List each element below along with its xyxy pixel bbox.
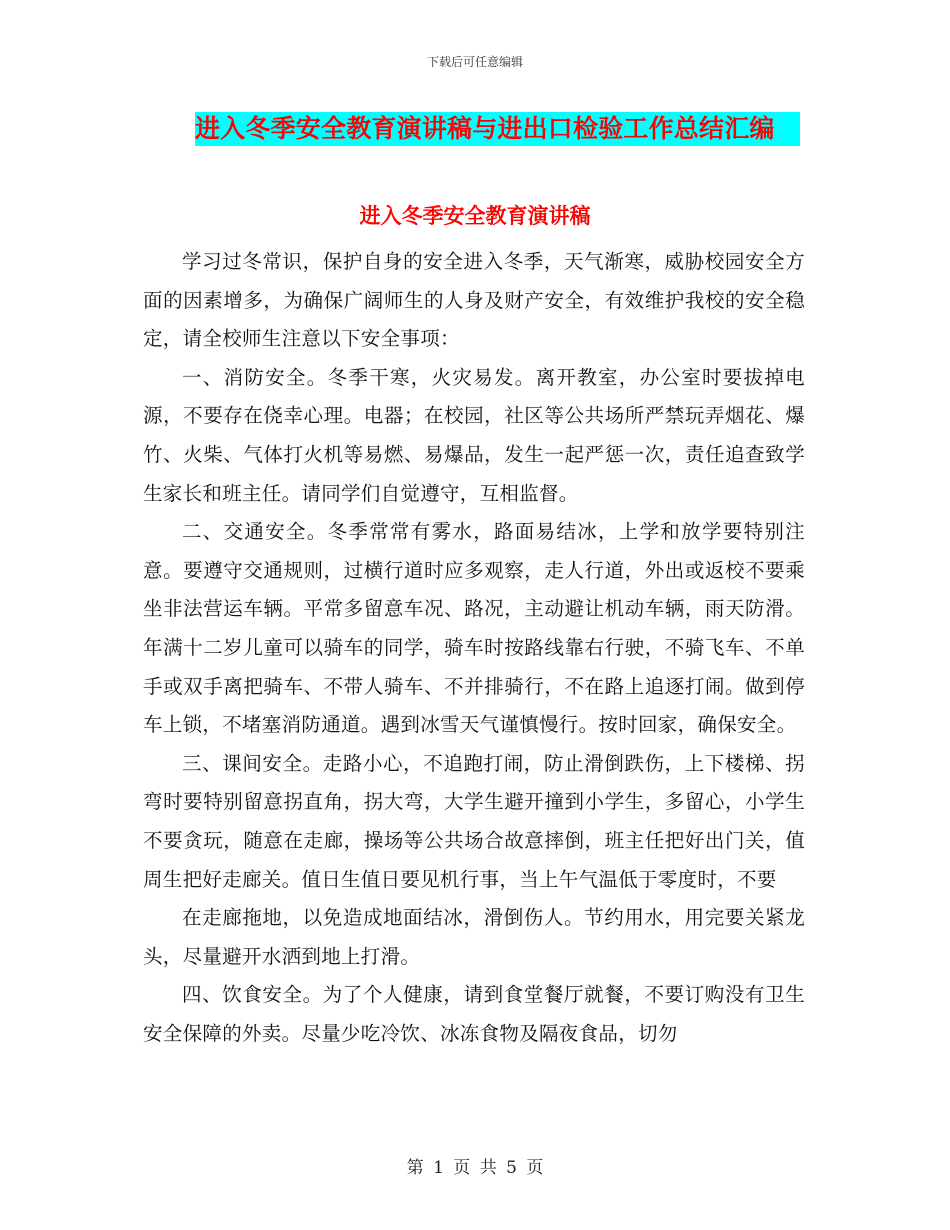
paragraph-traffic-safety: 二、交通安全。冬季常常有雾水，路面易结冰，上学和放学要特别注意。要遵守交通规则，过横行道时应多观察，走人行道，外出或返校不要乘坐非法营运车辆。平常多留意车况、路况，主动避让机动车辆，雨天防滑。年满十二岁儿童可以骑车的同学，骑车时按路线靠右行驶，不骑飞车、不单手或双手离把骑车、不带人骑车、不并排骑行，不在路上追逐打闹。做到停车上锁，不堵塞消防通道。遇到冰雪天气谨慎慢行。按时回家，确保安全。 bbox=[143, 520, 805, 737]
paragraph-break-safety-continued: 在走廊拖地，以免造成地面结冰，滑倒伤人。节约用水，用完要关紧龙头，尽量避开水洒到地上打滑。 bbox=[143, 906, 805, 968]
paragraph-food-safety: 四、饮食安全。为了个人健康，请到食堂餐厅就餐，不要订购没有卫生安全保障的外卖。尽量少吃冷饮、冰冻食物及隔夜食品，切勿 bbox=[143, 983, 805, 1045]
paragraph-break-safety: 三、课间安全。走路小心，不追跑打闹，防止滑倒跌伤，上下楼梯、拐弯时要特别留意拐直角，拐大弯，大学生避开撞到小学生，多留心，小学生不要贪玩，随意在走廊，操场等公共场合故意摔倒，班主任把好出门关，值周生把好走廊关。值日生值日要见机行事，当上午气温低于零度时，不要 bbox=[143, 751, 805, 891]
page-footer: 第 1 页 共 5 页 bbox=[406, 1158, 544, 1178]
document-title: 进入冬季安全教育演讲稿与进出口检验工作总结汇编 bbox=[195, 112, 800, 146]
header-note: 下载后可任意编辑 bbox=[426, 55, 523, 69]
paragraph-intro: 学习过冬常识，保护自身的安全进入冬季，天气渐寒，威胁校园安全方面的因素增多，为确保广阔师生的人身及财产安全，有效维护我校的安全稳定，请全校师生注意以下安全事项： bbox=[143, 250, 805, 351]
paragraph-fire-safety: 一、消防安全。冬季干寒，火灾易发。离开教室，办公室时要拔掉电源，不要存在侥幸心理。电器；在校园，社区等公共场所严禁玩弄烟花、爆竹、火柴、气体打火机等易燃、易爆品，发生一起严惩一次，责任追查致学生家长和班主任。请同学们自觉遵守，互相监督。 bbox=[143, 365, 805, 505]
section-title: 进入冬季安全教育演讲稿 bbox=[359, 204, 591, 228]
document-body bbox=[143, 243, 805, 1053]
